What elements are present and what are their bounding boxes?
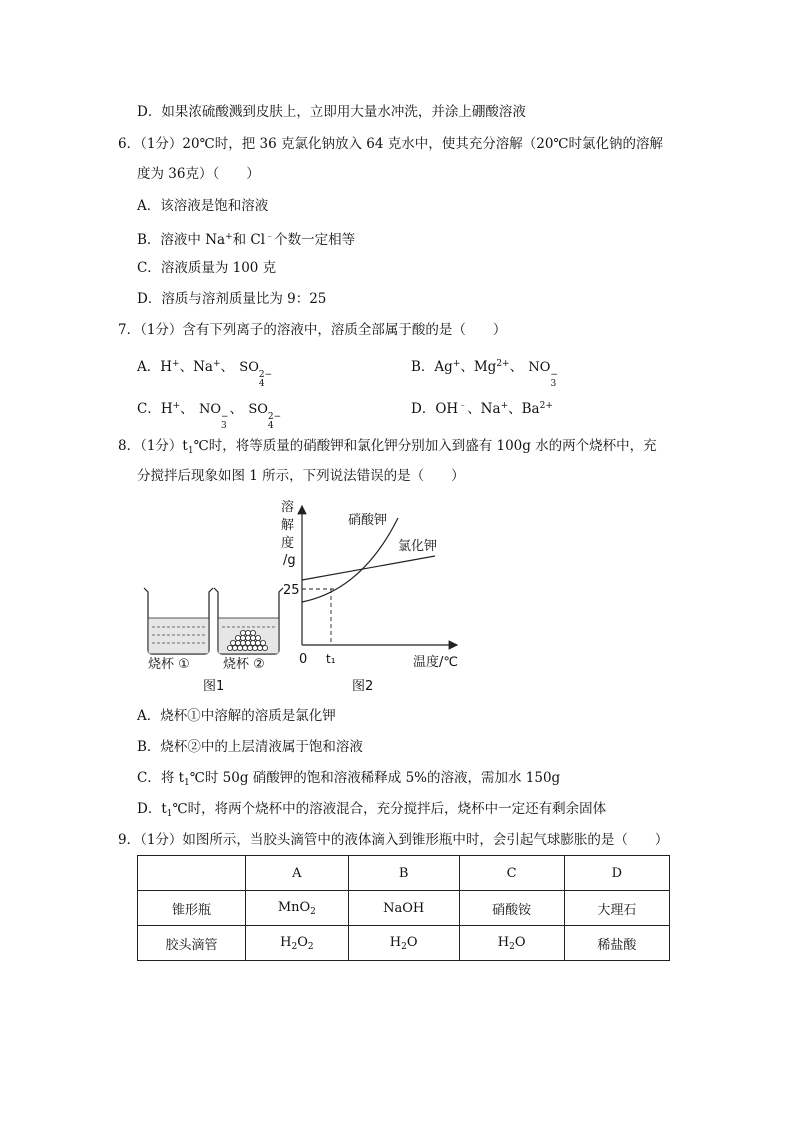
table-cell: $H_2O$ [459, 926, 564, 961]
table-row [138, 891, 670, 926]
beaker-2 [214, 588, 283, 654]
table-row [138, 926, 670, 961]
q8-option-d: D．$t_1℃$时，将两个烧杯中的溶液混合，充分搅拌后，烧杯中一定还有剩余固体 [137, 801, 607, 819]
table-header-cell: D [564, 856, 669, 891]
table-cell: MnO$_2$ [246, 891, 349, 926]
table-cell: 硝酸铵 [459, 891, 564, 926]
q7-option-d: D．OH﹣、Na+、$Ba^{2+}$ [411, 401, 553, 417]
q5-option-d: D．如果浓硫酸溅到皮肤上，立即用大量水冲洗，并涂上硼酸溶液 [137, 104, 526, 120]
y-axis-label-1: 溶 [281, 500, 295, 515]
table-header-cell: A [246, 856, 349, 891]
q6-option-b: B．溶液中 Na+和 Cl﹣个数一定相等 [137, 232, 356, 248]
table-header-cell: B [348, 856, 459, 891]
q7-stem: 7．（1分）含有下列离子的溶液中，溶质全部属于酸的是（ ） [118, 322, 507, 338]
beaker-1 [144, 588, 213, 654]
q6-option-c: C．溶液质量为 100 克 [137, 260, 277, 276]
curve-kcl [302, 556, 435, 580]
table-row [138, 856, 670, 891]
q6-option-a: A．该溶液是饱和溶液 [137, 198, 269, 214]
table-header-cell [138, 856, 246, 891]
table-cell: $H_2O_2$ [246, 926, 349, 961]
x-tick-t1: t₁ [326, 652, 336, 666]
curve-kno3-label: 硝酸钾 [348, 513, 388, 528]
q9-table [137, 855, 670, 961]
table-cell: NaOH [348, 891, 459, 926]
y-axis-label-4: /g [283, 553, 296, 568]
y-axis-label-3: 度 [281, 536, 295, 551]
q7-option-b: B．Ag+、$Mg^{2+}$、 NO − 3 [411, 359, 558, 389]
q8-stem-line2: 分搅拌后现象如图 1 所示，下列说法错误的是（ ） [137, 468, 465, 484]
q7-option-a: A．H+、Na+、 SO 2− 4 [137, 359, 273, 389]
table-cell: $H_2O$ [348, 926, 459, 961]
table-header-cell: C [459, 856, 564, 891]
beaker-1-label: 烧杯 ① [148, 657, 190, 672]
row-label-flask: 锥形瓶 [138, 891, 246, 926]
y-tick-25: 25 [283, 583, 300, 598]
q6-stem-line2: 度为 36克）（ ） [137, 166, 260, 182]
q9-stem: 9．（1分）如图所示，当胶头滴管中的液体滴入到锥形瓶中时，会引起气球膨胀的是（ ） [118, 832, 669, 848]
x-axis-label: 温度/℃ [413, 655, 458, 670]
q8-option-b: B．烧杯②中的上层清液属于饱和溶液 [137, 739, 363, 755]
curve-kcl-label: 氯化钾 [398, 539, 438, 554]
origin-label: 0 [299, 652, 308, 667]
q6-option-d: D．溶质与溶剂质量比为 9：25 [137, 291, 327, 307]
figure-1-label: 图1 [203, 679, 225, 694]
figure-2-label: 图2 [352, 679, 374, 694]
q8-stem-line1: 8．（1分）$t_1℃$时，将等质量的硝酸钾和氯化钾分别加入到盛有 100g 水的两个烧杯中，充 [118, 438, 657, 456]
q8-option-a: A．烧杯①中溶解的溶质是氯化钾 [137, 708, 336, 724]
y-axis-label-2: 解 [281, 518, 295, 533]
row-label-dropper: 胶头滴管 [138, 926, 246, 961]
q8-option-c: C．将 $t_1℃$时 50g 硝酸钾的饱和溶液稀释成 5%的溶液，需加水 150g [137, 770, 561, 788]
q8-figure [130, 490, 475, 700]
q6-stem-line1: 6．（1分）20℃时，把 36 克氯化钠放入 64 克水中，使其充分溶解（20℃时氯化钠的溶解 [118, 136, 664, 152]
q7-option-c: C．H+、 NO − 3 、 SO 2− 4 [137, 401, 282, 431]
table-cell: 稀盐酸 [564, 926, 669, 961]
table-cell: 大理石 [564, 891, 669, 926]
beaker-2-label: 烧杯 ② [223, 657, 265, 672]
